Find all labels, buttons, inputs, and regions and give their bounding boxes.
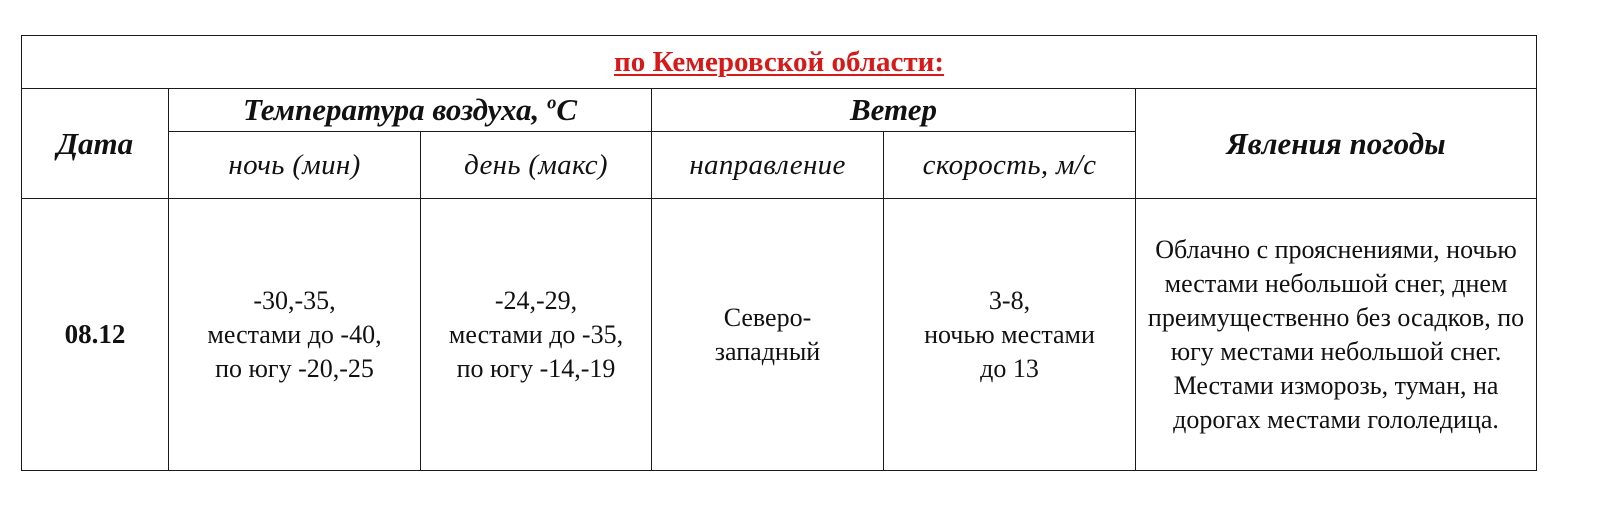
- date-cell: [22, 199, 169, 471]
- temperature-header: [243, 92, 577, 127]
- phenomena-cell: [1136, 199, 1537, 471]
- degree-symbol: o: [547, 92, 557, 114]
- night-temp-line: -30,-35,: [253, 285, 336, 315]
- date-header-cell: [22, 89, 169, 199]
- temperature-header-text: Температура воздуха,: [242, 92, 548, 127]
- date-value: 08.12: [64, 319, 126, 349]
- night-header-cell: [169, 132, 421, 199]
- wind-header: Ветер: [850, 92, 937, 127]
- phenomena-text: Облачно с прояснениями, ночью местами небольшой снег, днем преимущественно без осадков, по югу местами небольшой снег. Местами изморозь, туман, на дорогах местами гололедица.: [1147, 234, 1525, 434]
- day-temp-line: -24,-29,: [494, 285, 578, 315]
- date-header: Дата: [56, 125, 134, 161]
- night-temp-line: местами до -40,: [207, 319, 382, 349]
- wind-speed-line: 3-8,: [988, 285, 1031, 315]
- day-temp-cell: [421, 199, 652, 471]
- day-temp-line: по югу -14,-19: [456, 353, 616, 383]
- day-temp-line: местами до -35,: [448, 319, 624, 349]
- weather-forecast-table: [21, 35, 1537, 471]
- direction-header: направление: [689, 148, 846, 181]
- temperature-unit: С: [556, 92, 578, 127]
- table-title-cell: [22, 36, 1537, 89]
- temperature-header-cell: [169, 89, 652, 132]
- wind-direction-cell: [652, 199, 884, 471]
- wind-speed-value: [884, 284, 1135, 386]
- speed-header: скорость, м/с: [922, 148, 1097, 181]
- day-header-cell: [421, 132, 652, 199]
- wind-direction-line: Северо-: [723, 302, 812, 332]
- wind-header-cell: [652, 89, 1136, 132]
- day-header: день (макс): [464, 148, 608, 181]
- wind-direction-line: западный: [714, 336, 821, 366]
- night-header: ночь (мин): [228, 148, 361, 181]
- wind-speed-cell: [884, 199, 1136, 471]
- wind-speed-line: до 13: [980, 353, 1039, 383]
- night-temp-line: по югу -20,-25: [215, 353, 374, 383]
- phenomena-header-cell: [1136, 89, 1537, 199]
- day-temp-value: [421, 284, 651, 386]
- phenomena-header: Явления погоды: [1226, 125, 1446, 161]
- table-row: [22, 199, 1537, 471]
- night-temp-cell: [169, 199, 421, 471]
- direction-header-cell: [652, 132, 884, 199]
- table-title: по Кемеровской области:: [614, 45, 945, 78]
- speed-header-cell: [884, 132, 1136, 199]
- wind-speed-line: ночью местами: [924, 319, 1095, 349]
- wind-direction-value: [652, 301, 883, 369]
- night-temp-value: [169, 284, 420, 386]
